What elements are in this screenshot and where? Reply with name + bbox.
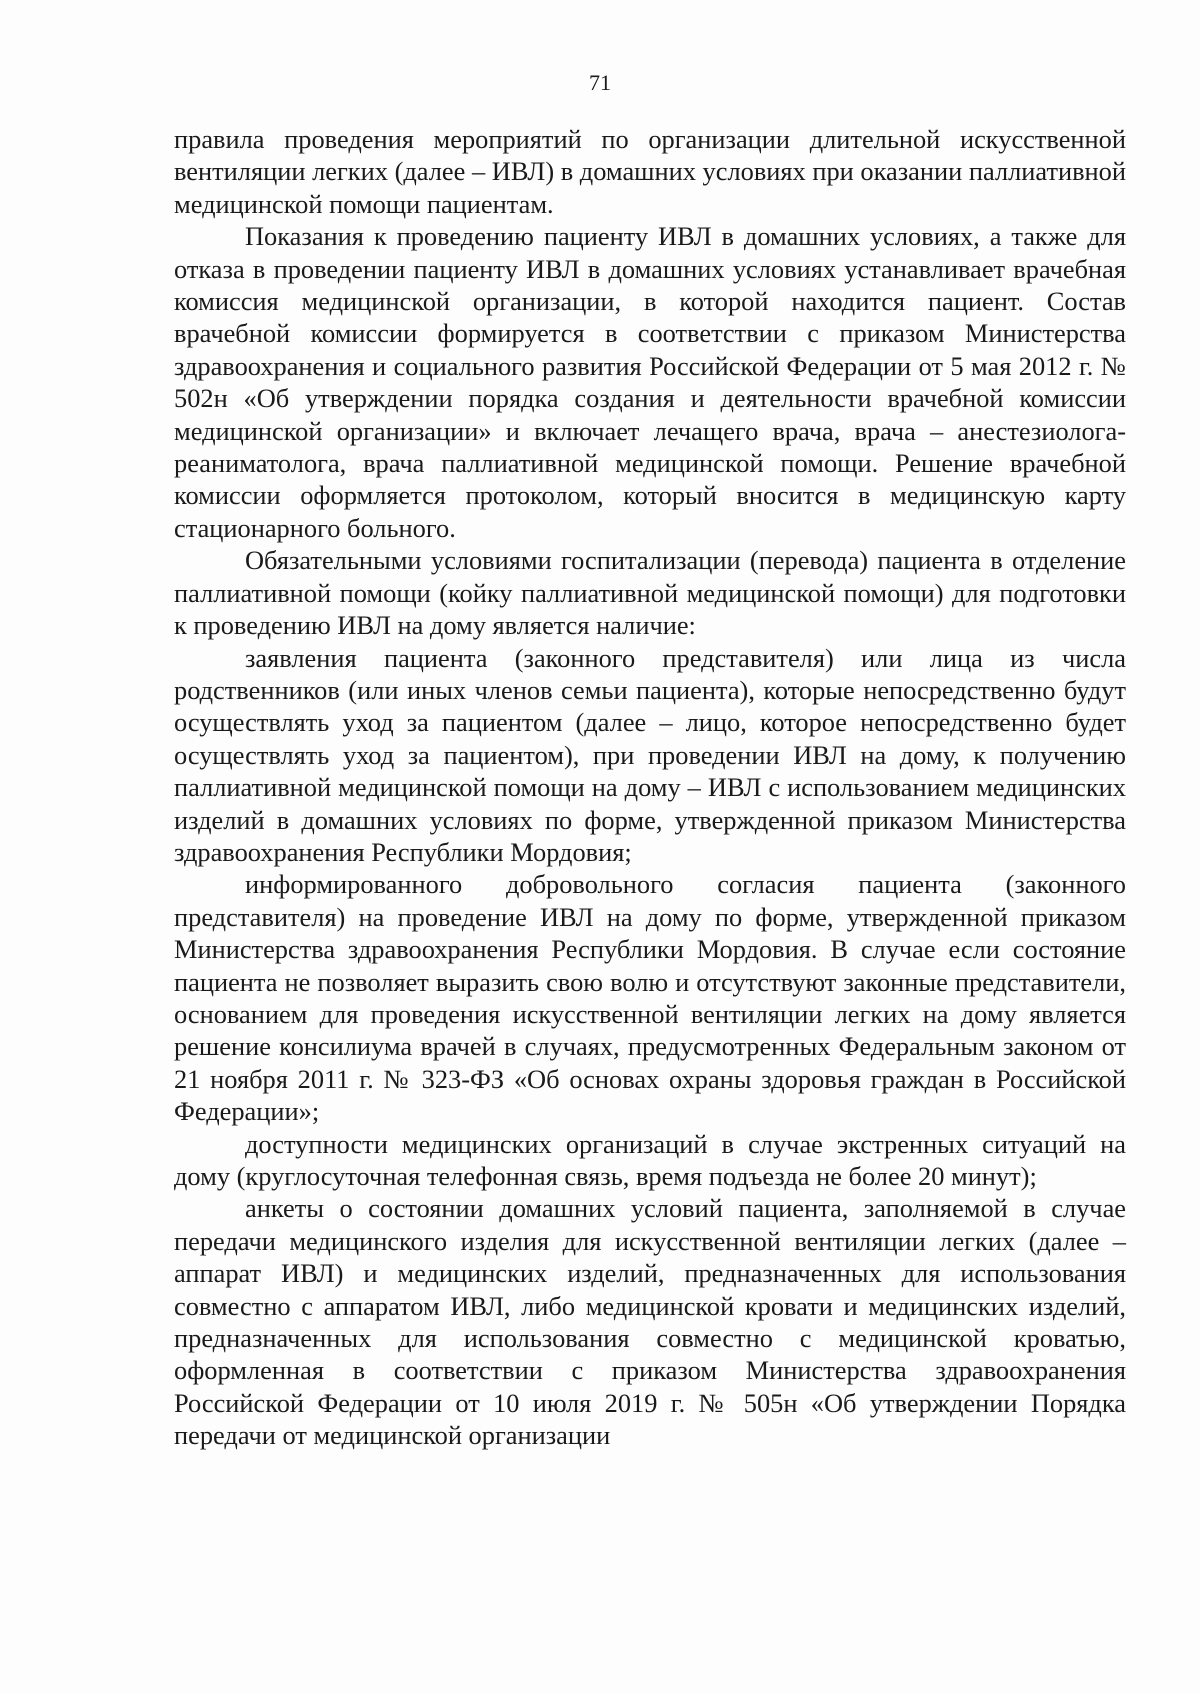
paragraph-3: Обязательными условиями госпитализации (перевода) пациента в отделение паллиативной помощи (койку паллиативной медицинской помощи) для подготовки к проведению ИВЛ на дому является наличие: <box>174 545 1126 641</box>
paragraph-4: заявления пациента (законного представителя) или лица из числа родственников (или иных членов семьи пациента), которые непосредственно будут осуществлять уход за пациентом (далее – лицо, которое непосредственно будет осуществлять уход за пациентом), при проведении ИВЛ на дому, к получению паллиативной медицинской помощи на дому – ИВЛ с использованием медицинских изделий в домашних условиях по форме, утвержденной приказом Министерства здравоохранения Республики Мордовия; <box>174 642 1126 867</box>
page-number: 71 <box>589 70 611 95</box>
paragraph-5: информированного добровольного согласия пациента (законного представителя) на проведение ИВЛ на дому по форме, утвержденной приказом Министерства здравоохранения Республики Мордовия. В случае если состояние пациента не позволяет выразить свою волю и отсутствуют законные представители, основанием для проведения искусственной вентиляции легких на дому является решение консилиума врачей в случаях, предусмотренных Федеральным законом от 21 ноября 2011 г. № 323-ФЗ «Об основах охраны здоровья граждан в Российской Федерации»; <box>174 869 1126 1127</box>
paragraph-2: Показания к проведению пациенту ИВЛ в домашних условиях, а также для отказа в проведении пациенту ИВЛ в домашних условиях устанавливает врачебная комиссия медицинской организации, в которой находится пациент. Состав врачебной комиссии формируется в соответствии с приказом Министерства здравоохранения и социального развития Российской Федерации от 5 мая 2012 г. № 502н «Об утверждении порядка создания и деятельности врачебной комиссии медицинской организации» и включает лечащего врача, врача – анестезиолога-реаниматолога, врача паллиативной медицинской помощи. Решение врачебной комиссии оформляется протоколом, который вносится в медицинскую карту стационарного больного. <box>174 221 1126 543</box>
paragraph-6: доступности медицинских организаций в случае экстренных ситуаций на дому (круглосуточная телефонная связь, время подъезда не более 20 минут); <box>174 1128 1126 1191</box>
paragraph-7: анкеты о состоянии домашних условий пациента, заполняемой в случае передачи медицинского изделия для искусственной вентиляции легких (далее – аппарат ИВЛ) и медицинских изделий, предназначенных для использования совместно с аппаратом ИВЛ, либо медицинской кровати и медицинских изделий, предназначенных для использования совместно с медицинской кроватью, оформленная в соответствии с приказом Министерства здравоохранения Российской Федерации от 10 июля 2019 г. № 505н «Об утверждении Порядка передачи от медицинской организации <box>174 1193 1126 1451</box>
paragraph-1: правила проведения мероприятий по организации длительной искусственной вентиляции легких (далее – ИВЛ) в домашних условиях при оказании паллиативной медицинской помощи пациентам. <box>174 124 1126 219</box>
document-body <box>174 123 1126 1452</box>
